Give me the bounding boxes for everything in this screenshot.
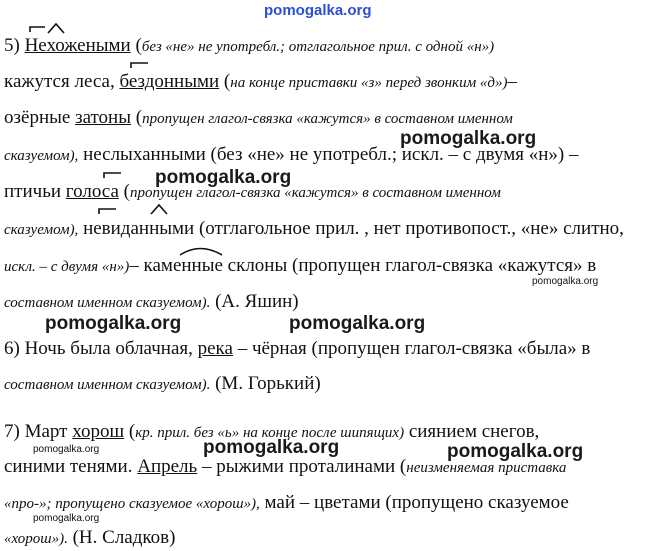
grammar-note: «про-»; пропущено сказуемое «хорош»), [4, 496, 260, 512]
line-prefix: озёрные [4, 107, 76, 128]
grammar-note: сказуемом), [4, 222, 79, 238]
watermark-top: pomogalka.org [264, 2, 372, 19]
line-mid: – [232, 338, 252, 359]
watermark: pomogalka.org [400, 128, 537, 149]
grammar-note: пропущен глагол-связка «кажутся» в составном именном [129, 185, 501, 201]
line-suffix: (А. Яшин) [210, 291, 299, 312]
grammar-note: искл. – с двумя «н») [4, 259, 130, 275]
line-prefix: 7) Март [4, 421, 73, 442]
analyzed-word: голоса [65, 181, 119, 202]
watermark: pomogalka.org [33, 513, 100, 524]
watermark: pomogalka.org [155, 167, 292, 188]
line-mid: ( [124, 421, 136, 442]
line-mid: ( [130, 35, 142, 56]
line-mid: ( [131, 107, 143, 128]
line-suffix: неслыханными (без «не» не употребл.; искл. – с двумя «н») – [78, 144, 579, 165]
line-prefix: 5) [4, 35, 25, 56]
line-suffix: невиданными (отглагольное прил. , нет противопост., «не» слитно, [78, 218, 624, 239]
analyzed-word: Нехожеными [24, 35, 131, 56]
analyzed-word: Апрель [137, 456, 198, 477]
watermark: pomogalka.org [33, 444, 100, 455]
grammar-note: составном именном сказуемом). [4, 295, 211, 311]
grammar-note: составном именном сказуемом). [4, 377, 211, 393]
watermark: pomogalka.org [447, 441, 584, 462]
line-mid: – рыжими проталинами ( [197, 456, 407, 477]
line-suffix: сиянием снегов, [404, 421, 540, 442]
grammar-note: сказуемом), [4, 148, 79, 164]
line-suffix: (М. Горький) [210, 373, 321, 394]
line-prefix: птичьи [4, 181, 66, 202]
line-suffix: май – цветами (пропущено сказуемое [259, 492, 569, 513]
analyzed-word: бездонными [119, 71, 220, 92]
line-mid: ( [219, 71, 231, 92]
grammar-note: пропущен глагол-связка «кажутся» в составном именном [142, 111, 513, 127]
analyzed-word: хорош [72, 421, 125, 442]
grammar-note: на конце приставки «з» перед звонким «д») [230, 75, 508, 91]
watermark: pomogalka.org [45, 313, 182, 334]
analyzed-word: затоны [75, 107, 131, 128]
analyzed-word: река [197, 338, 233, 359]
line-suffix: – [507, 71, 517, 92]
watermark: pomogalka.org [532, 276, 599, 287]
line-prefix: кажутся леса, [4, 71, 120, 92]
line-suffix: (Н. Сладков) [67, 527, 176, 548]
grammar-note: неизменяемая приставка [406, 460, 567, 476]
line-prefix: 6) Ночь была облачная, [4, 338, 198, 359]
line-suffix: – каменные склоны (пропущен глагол-связка «кажутся» в [129, 255, 597, 276]
grammar-note: без «не» не употребл.; отглагольное прил. с одной «н») [141, 39, 495, 55]
line-prefix: синими тенями. [4, 456, 138, 477]
line-mid: ( [118, 181, 130, 202]
line-suffix: чёрная (пропущен глагол-связка «была» в [251, 338, 591, 359]
watermark: pomogalka.org [203, 437, 340, 458]
grammar-note: «хорош»). [4, 531, 68, 547]
grammar-note: кр. прил. без «ь» на конце после шипящих) [135, 425, 405, 441]
watermark: pomogalka.org [289, 313, 426, 334]
